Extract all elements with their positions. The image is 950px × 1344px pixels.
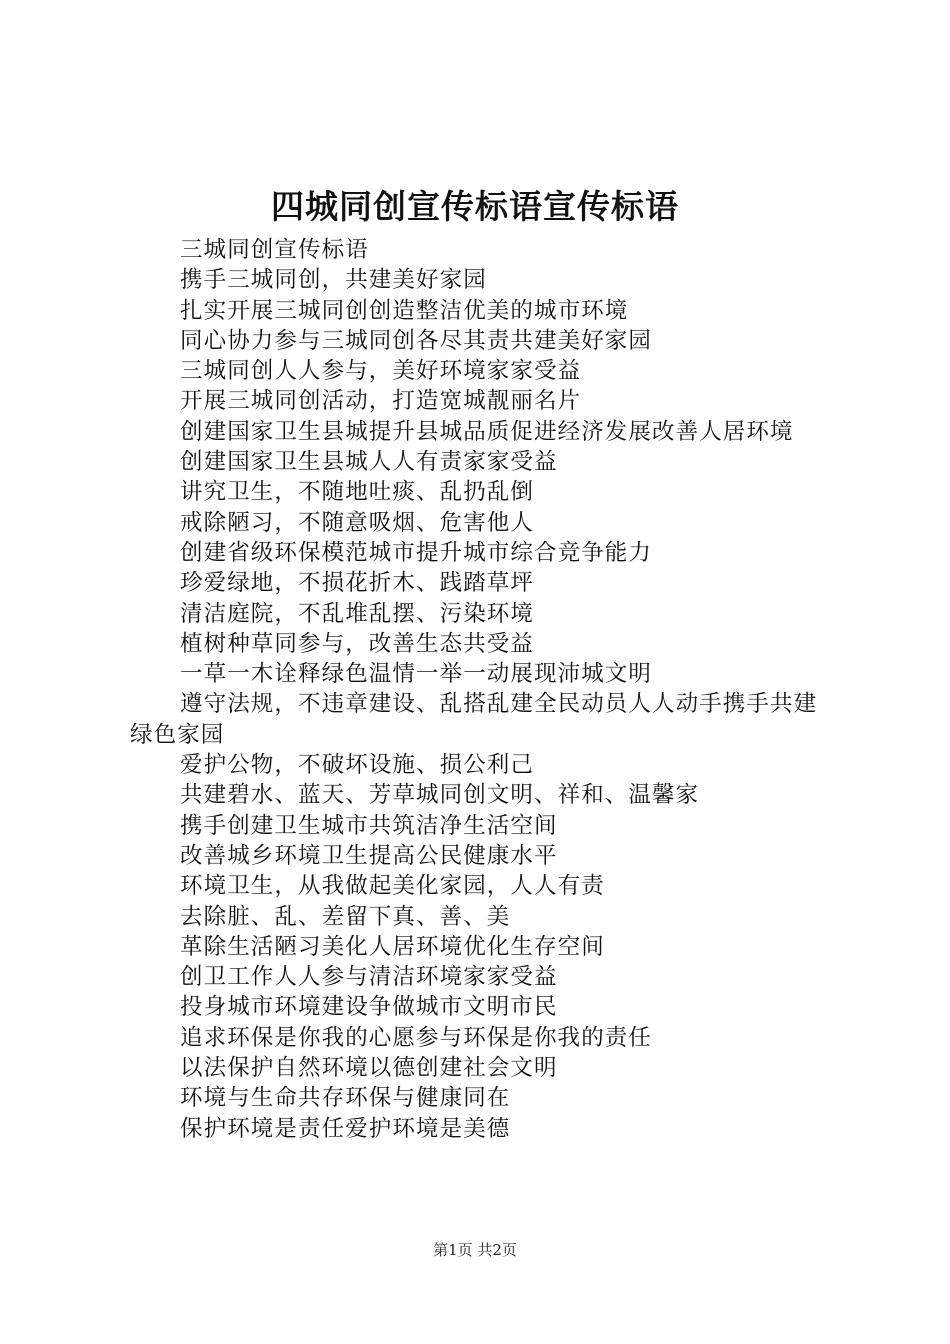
slogan-line: 共建碧水、蓝天、芳草城同创文明、祥和、温馨家 <box>180 782 700 809</box>
slogan-line: 开展三城同创活动，打造宽城靓丽名片 <box>180 388 582 415</box>
slogan-line: 革除生活陋习美化人居环境优化生存空间 <box>180 933 605 960</box>
slogan-line: 以法保护自然环境以德创建社会文明 <box>180 1055 558 1082</box>
slogan-line: 同心协力参与三城同创各尽其责共建美好家园 <box>180 327 653 354</box>
slogan-line: 追求环保是你我的心愿参与环保是你我的责任 <box>180 1024 653 1051</box>
slogan-line: 环境卫生，从我做起美化家园，人人有责 <box>180 873 605 900</box>
slogan-line: 投身城市环境建设争做城市文明市民 <box>180 994 558 1021</box>
slogan-line: 携手创建卫生城市共筑洁净生活空间 <box>180 812 558 839</box>
slogan-line: 创建省级环保模范城市提升城市综合竞争能力 <box>180 539 653 566</box>
page-footer: 第1页 共2页 <box>433 1241 517 1259</box>
slogan-line: 扎实开展三城同创创造整洁优美的城市环境 <box>180 297 629 324</box>
slogan-line: 爱护公物，不破坏设施、损公利己 <box>180 752 535 779</box>
slogan-line: 携手三城同创，共建美好家园 <box>180 267 487 294</box>
slogan-line: 三城同创人人参与，美好环境家家受益 <box>180 358 582 385</box>
document-title: 四城同创宣传标语宣传标语 <box>271 187 679 226</box>
slogan-line: 去除脏、乱、差留下真、善、美 <box>180 903 511 930</box>
slogan-line: 创卫工作人人参与清洁环境家家受益 <box>180 964 558 991</box>
slogan-line: 戒除陋习，不随意吸烟、危害他人 <box>180 509 535 536</box>
slogan-line: 创建国家卫生县城提升县城品质促进经济发展改善人居环境 <box>180 418 794 445</box>
slogan-line: 讲究卫生，不随地吐痰、乱扔乱倒 <box>180 479 535 506</box>
slogan-line: 保护环境是责任爱护环境是美德 <box>180 1115 511 1142</box>
slogan-line: 改善城乡环境卫生提高公民健康水平 <box>180 842 558 869</box>
slogan-line: 植树种草同参与，改善生态共受益 <box>180 630 535 657</box>
slogan-line: 创建国家卫生县城人人有责家家受益 <box>180 449 558 476</box>
slogan-line: 珍爱绿地，不损花折木、践踏草坪 <box>180 570 535 597</box>
slogan-line: 遵守法规，不违章建设、乱搭乱建全民动员人人动手携手共建绿色家园 <box>130 691 818 748</box>
slogan-line: 一草一木诠释绿色温情一举一动展现沛城文明 <box>180 661 653 688</box>
slogan-line: 三城同创宣传标语 <box>180 237 369 263</box>
document-body <box>130 235 830 1144</box>
slogan-line: 环境与生命共存环保与健康同在 <box>180 1085 511 1112</box>
slogan-line: 清洁庭院，不乱堆乱摆、污染环境 <box>180 600 535 627</box>
